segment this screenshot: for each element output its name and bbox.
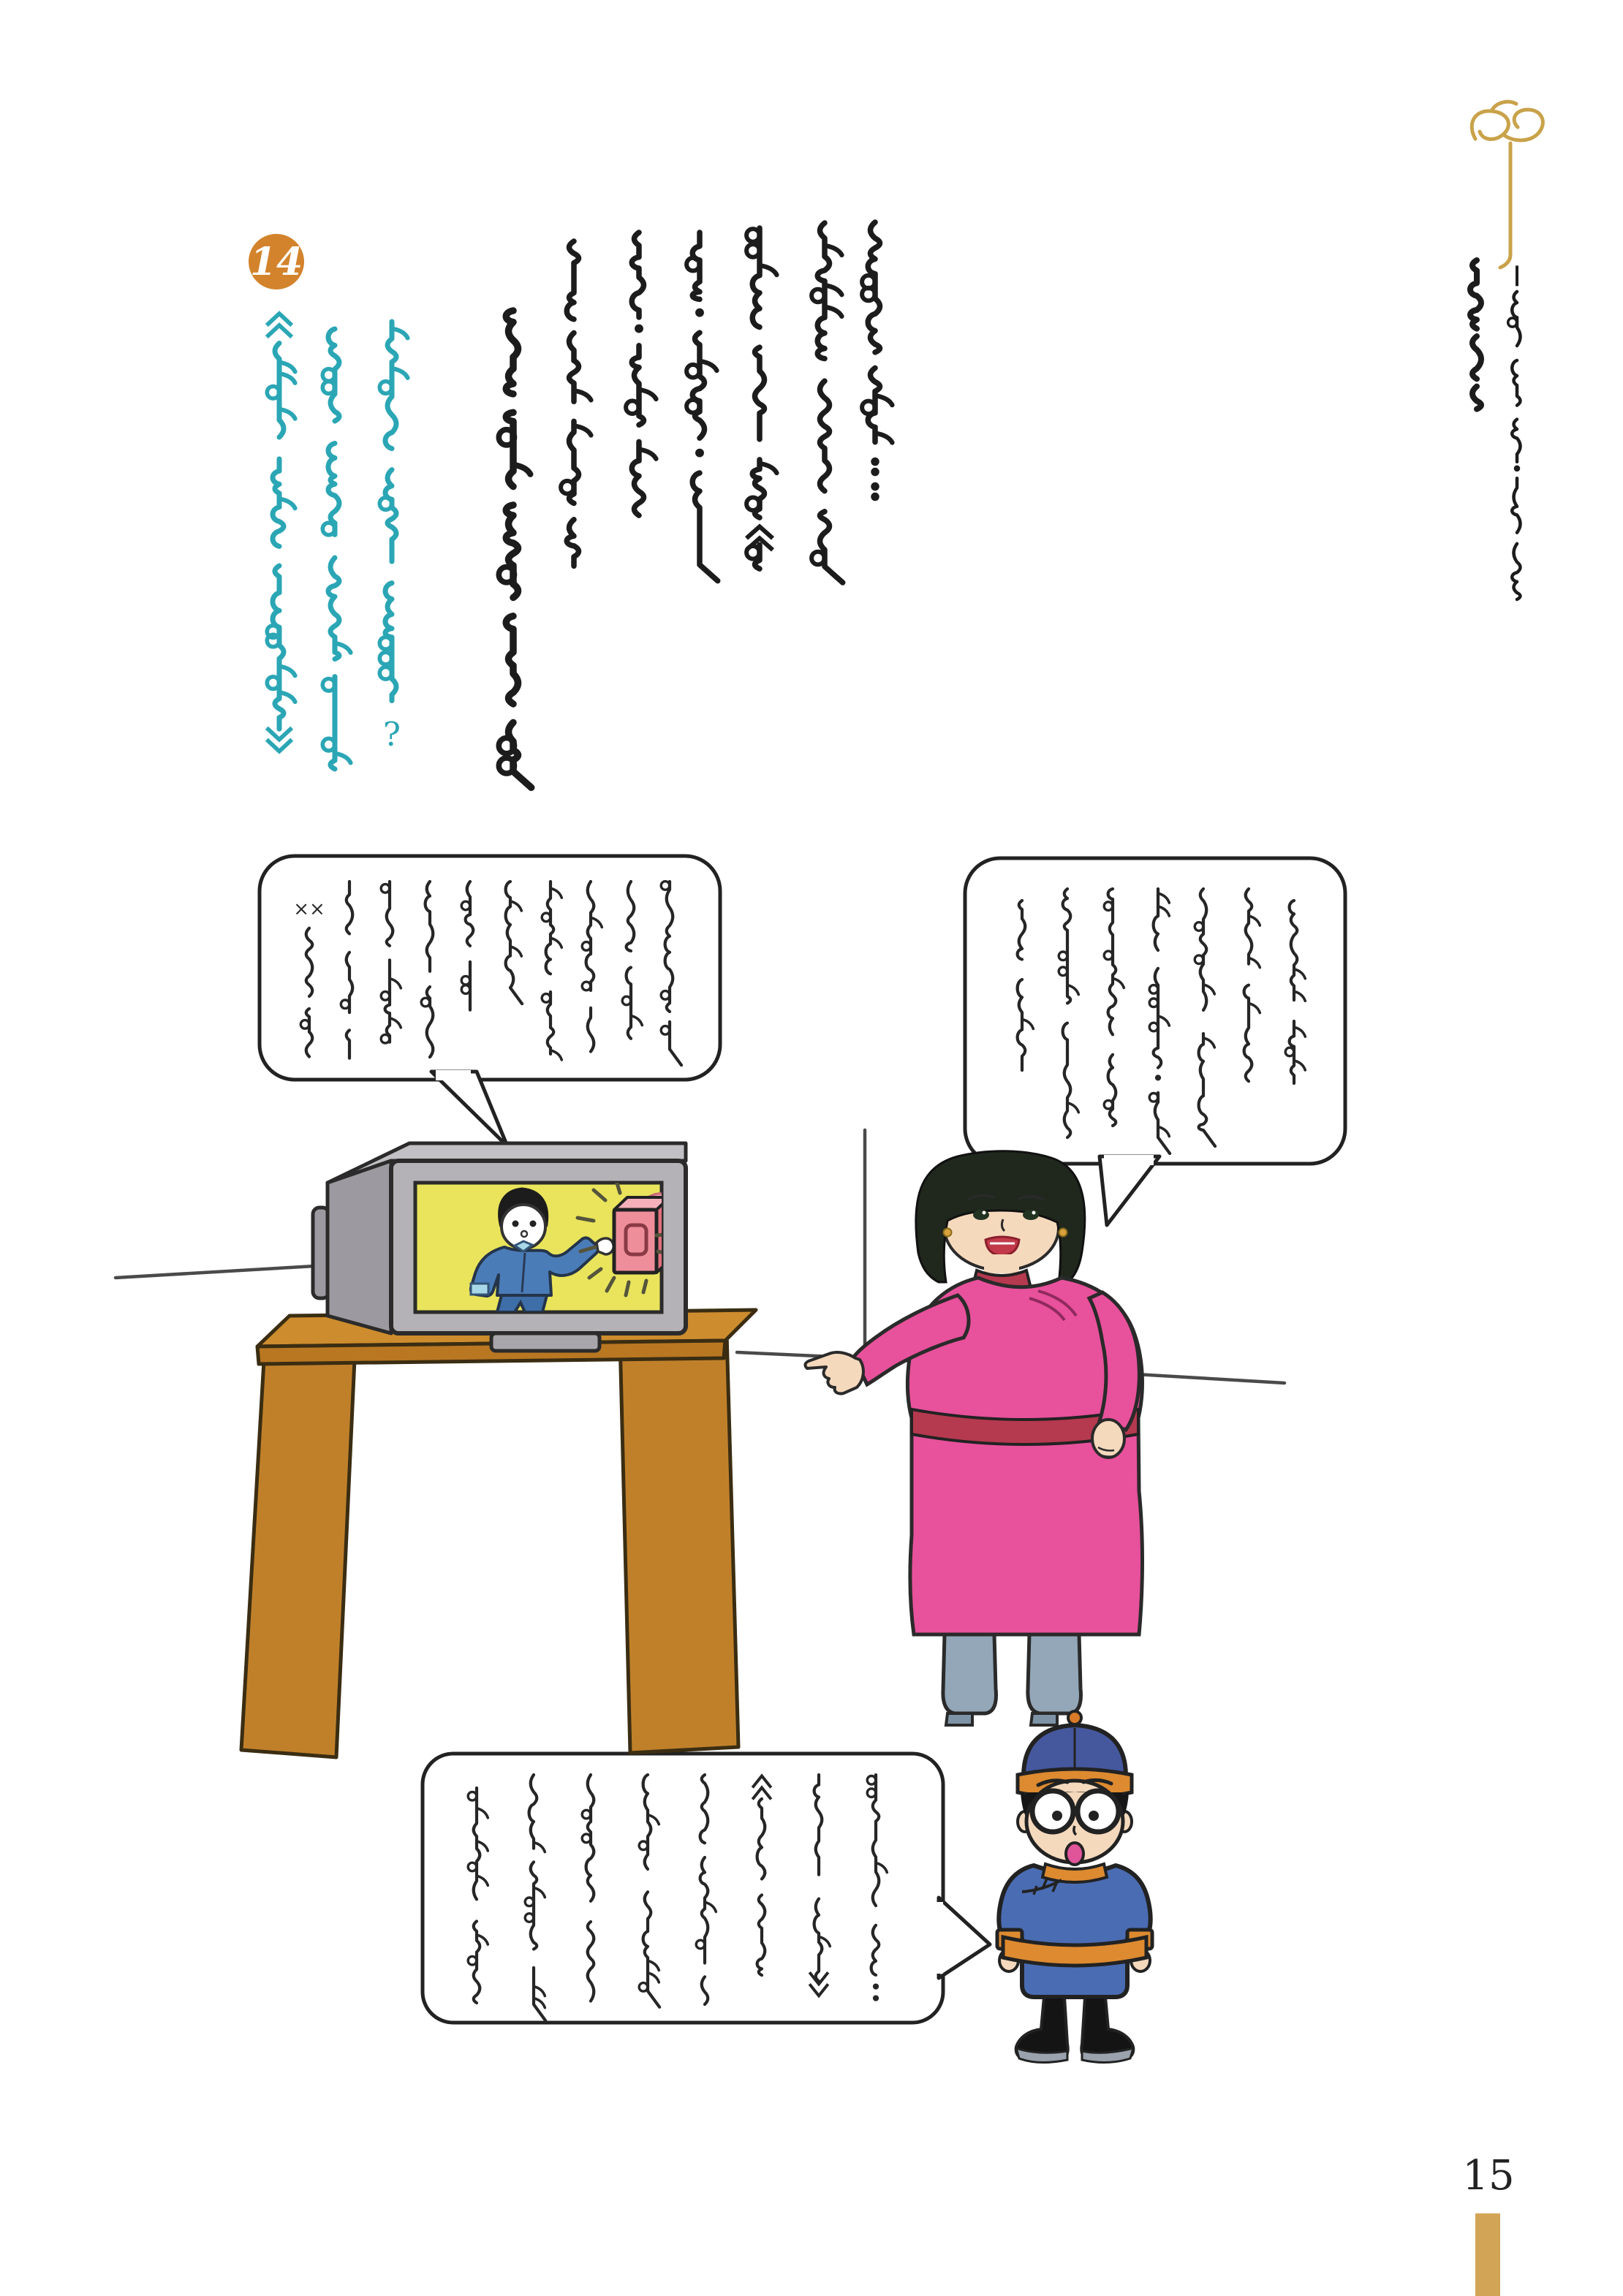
bubble-tail — [1100, 1156, 1159, 1225]
woman-boot-left — [943, 1634, 996, 1713]
guillemet-open — [267, 314, 292, 337]
book-cover — [614, 1210, 657, 1273]
glasses-right-lens — [1078, 1791, 1119, 1832]
bubble-tail — [431, 1072, 507, 1146]
table-leg-left — [241, 1344, 355, 1757]
floor-line-left — [116, 1265, 328, 1278]
earring-left — [944, 1229, 952, 1237]
script-column-p1 — [499, 311, 531, 787]
double-x-mark: ×× — [293, 898, 325, 921]
script-column-p2 — [561, 241, 591, 566]
television — [313, 1143, 702, 1351]
tv-stand — [491, 1333, 599, 1351]
woman-boot-right — [1028, 1634, 1081, 1713]
lesson-badge — [249, 234, 304, 289]
woman-eye-left — [973, 1210, 989, 1220]
gold-bar — [1475, 2213, 1500, 2296]
script-column-h2 — [1508, 265, 1521, 599]
woman-eye-right — [1023, 1210, 1039, 1220]
script-column-t1 — [267, 314, 295, 751]
table-leg-right — [620, 1333, 738, 1753]
woman-hand-pointing — [805, 1352, 863, 1394]
script-column-p3 — [626, 232, 656, 515]
page-number: 15 — [1462, 2152, 1515, 2200]
tv-side-face — [328, 1161, 391, 1333]
script-column-p5 — [746, 228, 776, 569]
script-column-p6 — [812, 223, 843, 583]
boy — [997, 1711, 1152, 2063]
script-column-p7 — [862, 222, 892, 501]
woman-hand-side — [1092, 1420, 1124, 1458]
script-column-h1 — [1470, 260, 1481, 409]
screen-boy-hand — [597, 1238, 613, 1254]
speech-bubble-tv — [260, 856, 720, 1146]
bubble-tail — [939, 1898, 990, 1978]
script-column-t2 — [322, 329, 350, 769]
glasses-left-lens — [1032, 1791, 1073, 1832]
script-column-t3 — [379, 322, 407, 754]
boy-mouth — [1066, 1843, 1083, 1865]
book-on-screen — [614, 1194, 702, 1273]
gold-stem — [1500, 143, 1510, 268]
lesson-number: 14 — [249, 240, 303, 284]
gold-ornament — [1472, 102, 1543, 268]
woman — [805, 1151, 1142, 1725]
question-mark: ? — [382, 715, 401, 754]
earring-right — [1059, 1229, 1067, 1237]
script-column-p4 — [686, 232, 718, 581]
tv-table — [241, 1310, 756, 1757]
boy-collar — [1043, 1864, 1107, 1882]
